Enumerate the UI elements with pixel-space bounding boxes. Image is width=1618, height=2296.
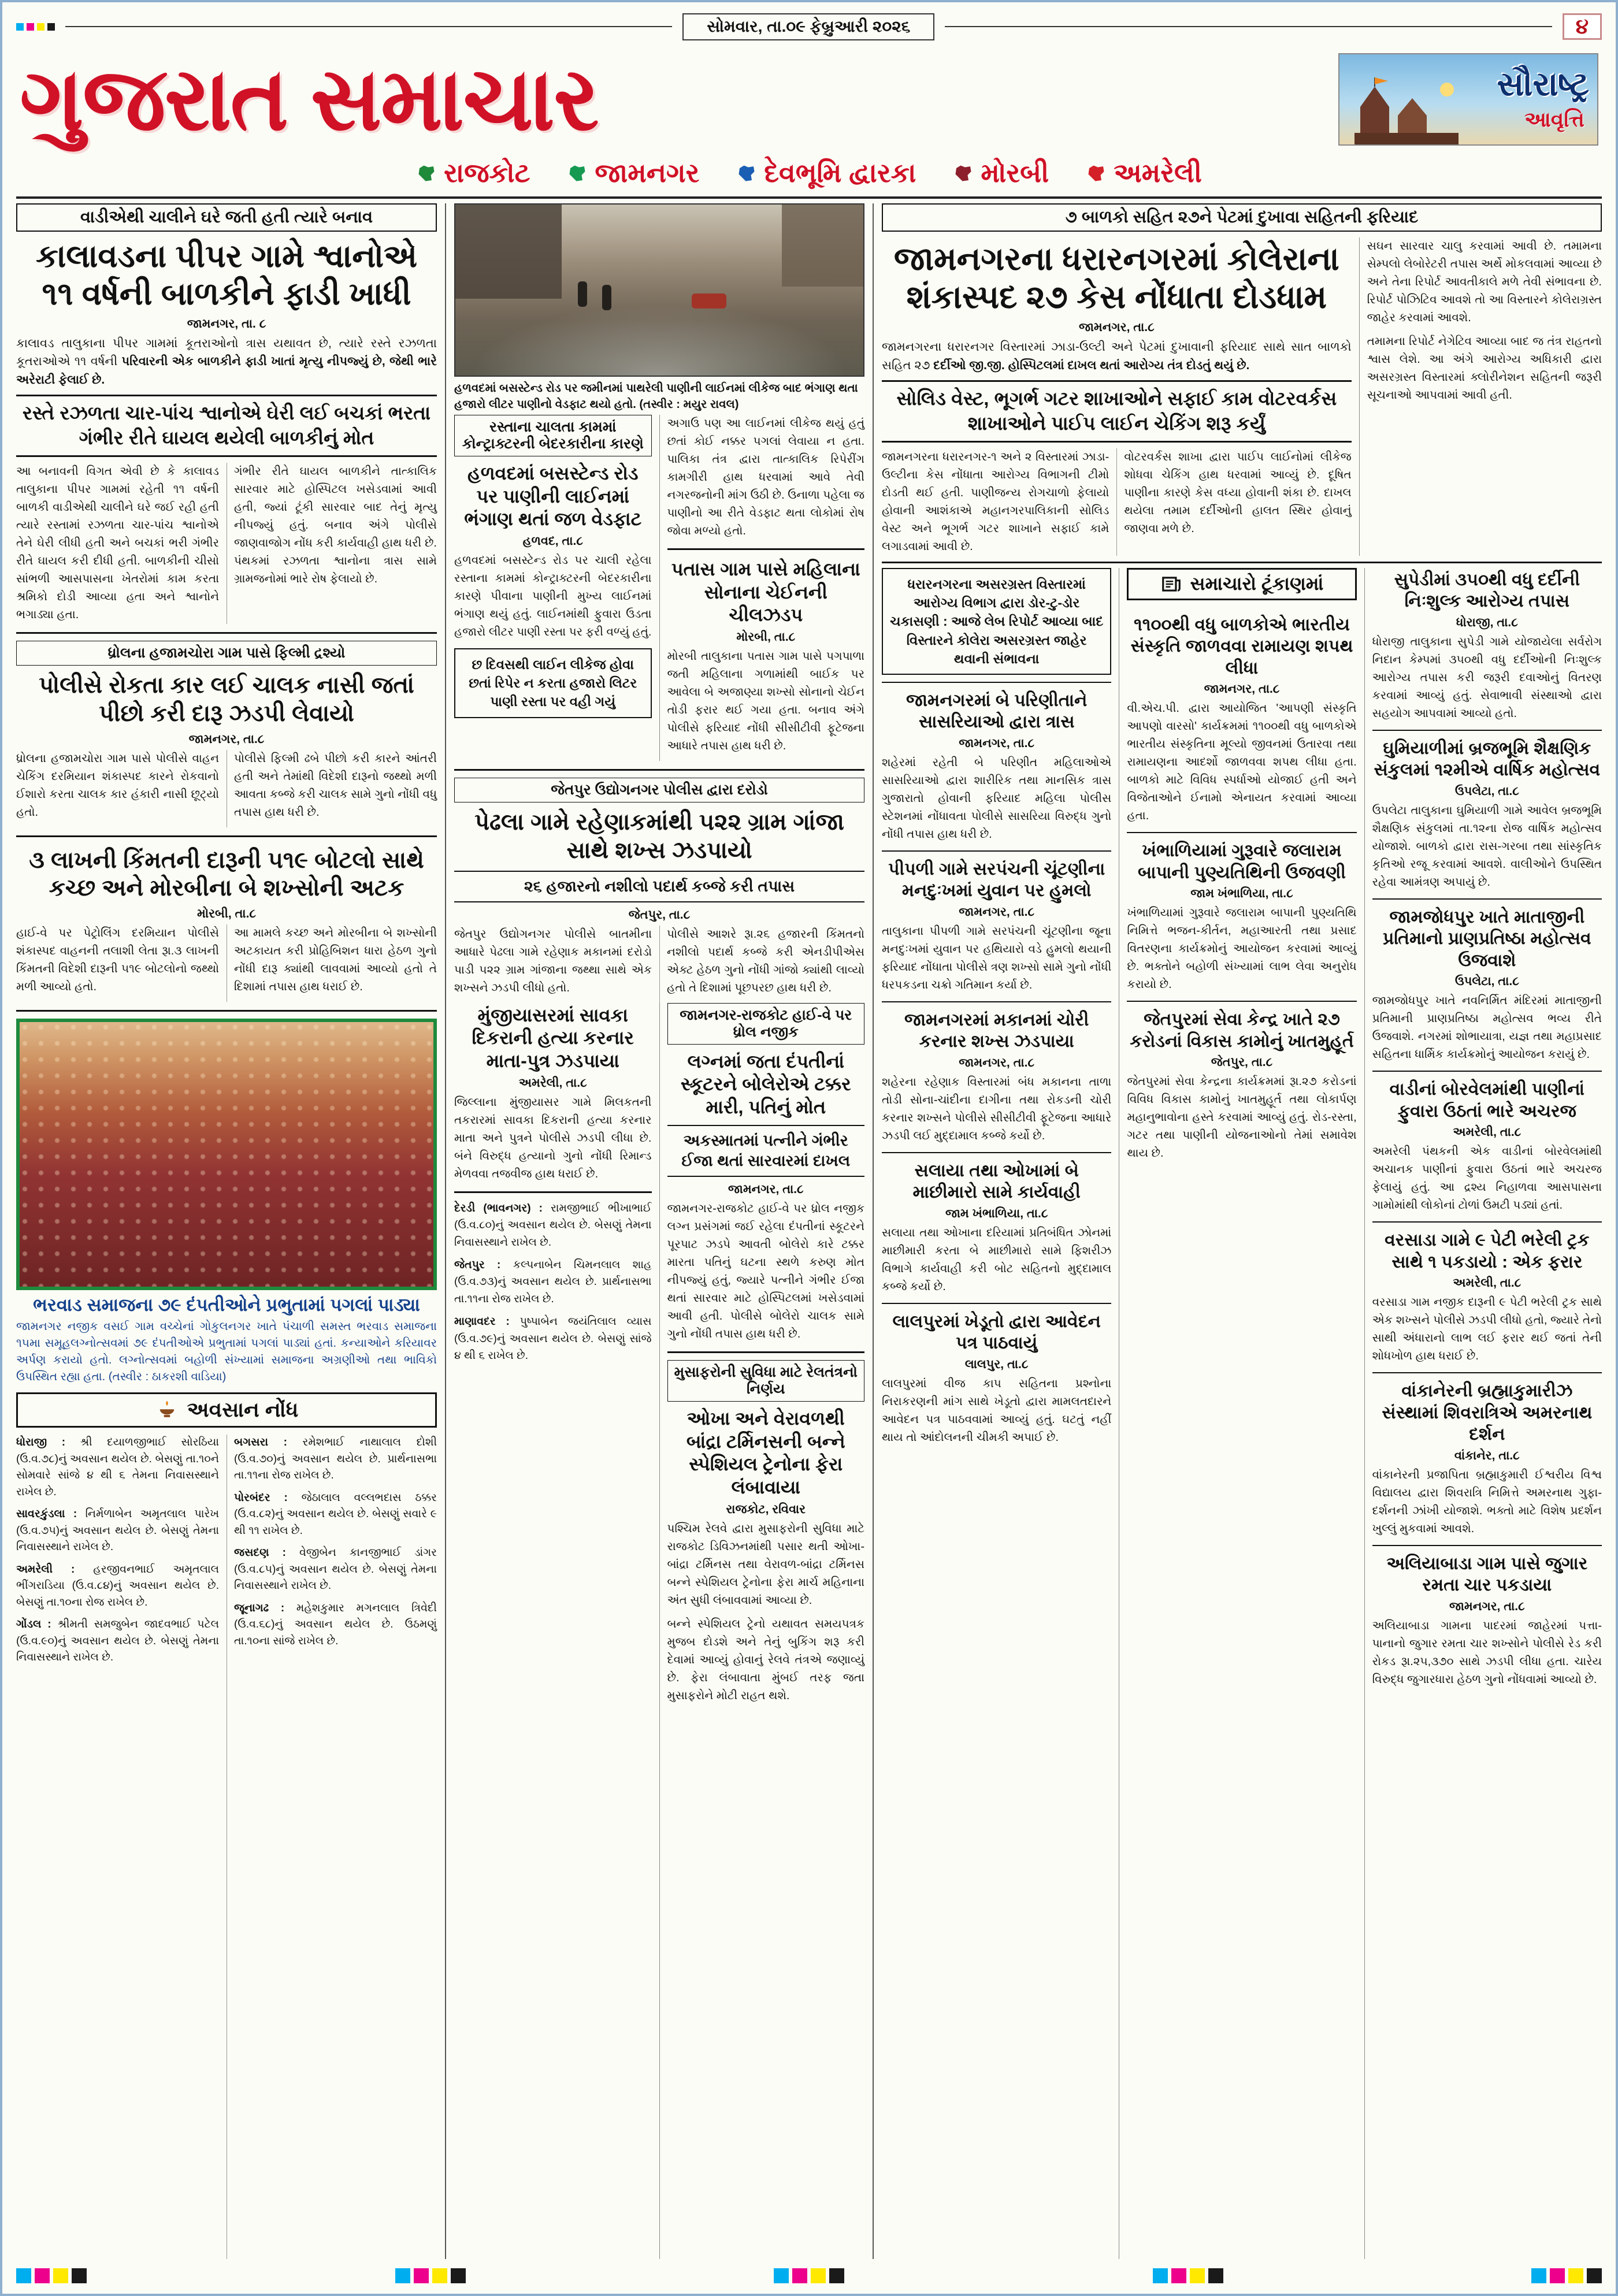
dateline: જામનગર, તા.૮ xyxy=(188,732,265,746)
ganja-headline: પેઢલા ગામે રહેણાકમાંથી ૫૨૨ ગ્રામ ગાંજા સાથે શખ્સ ઝડપાયો xyxy=(474,809,844,863)
divider xyxy=(945,26,1552,27)
article-halvad-pipeline xyxy=(454,415,652,718)
obituary-entry: દેરડી (ભાવનગર) : રામજીભાઈ ભીખાભાઈ (ઉ.વ.૮૦)નું અવસાન થયેલ છે. બેસણું તેમના નિવાસસ્થાને રાખેલ છે. xyxy=(454,1202,652,1249)
city-jamnagar: જામનગર xyxy=(567,157,699,190)
dateline: અમરેલી, તા.૮ xyxy=(518,1076,587,1090)
kicker: મુસાફરોની સુવિધા માટે રેલતંત્રનો નિર્ણય xyxy=(667,1360,865,1402)
news-briefs-header xyxy=(1127,568,1356,600)
obituary-entry: જસદણ : વેજીબેન કાનજીભાઈ ડાંગર (ઉ.વ.૮૫)નું અવસાન થયેલ છે. બેસણું તેમના નિવાસસ્થાને રાખેલ છે. xyxy=(234,1547,437,1592)
kicker: જામનગર-રાજકોટ હાઈ-વે પર ધ્રોલ નજીક xyxy=(667,1003,865,1045)
wedding-caption: જામનગર નજીક વસઈ ગામ વચ્ચેનાં ગોકુલનગર ખાતે પંચાળી સમસ્ત ભરવાડ સમાજના ૧૫મા સમૂહલગ્નોત્સવમાં ૭૯ દંપતીઓએ પ્રભુતામાં પગલાં પાડ્યાં હતાં. કન્યાઓને કરિયાવર અર્પણ કરાયો હતો. લગ્નોત્સવમાં બહોળી સંખ્યામાં સમાજના અગ્રણીઓ તથા ભાવિકો ઉપસ્થિત રહ્યા હતા. (તસ્વીર : ઠાકરશી વાડિયા) xyxy=(16,1320,437,1384)
content-grid xyxy=(16,203,1602,2259)
map-icon xyxy=(567,163,588,184)
middle-column-section xyxy=(445,203,874,2259)
kicker: ૭ બાળકો સહિત ૨૭ને પેટમાં દુખાવા સહિતની ફરિયાદ xyxy=(882,203,1602,232)
page-number: ૪ xyxy=(1563,13,1602,40)
body-text: હાઈ-વે પર પેટ્રોલિંગ દરમિયાન પોલીસે શંકાસ્પદ વાહનની તલાશી લેતા રૂા.૩ લાખની કિંમતની વિદેશી દારૂની ૫૧૯ બોટલોનો જથ્થો મળી આવ્યો હતો. આ મામલે કચ્છ અને મોરબીના બે શખ્સોની અટકાયત કરી પ્રોહિબિશન ધારા હેઠળ ગુનો નોંધી દારૂ ક્યાંથી લાવવામાં આવ્યો હતો તે દિશામાં તપાસ હાથ ધરાઈ છે. xyxy=(16,927,437,994)
left-column-section xyxy=(16,203,445,2259)
temple-icon xyxy=(1343,75,1464,144)
chain-snatch-headline: પતાસ ગામ પાસે મહિલાના સોનાના ચેઈનની ચીલઝડપ xyxy=(671,559,860,626)
railway-headline: ઓખા અને વેરાવળથી બાંદ્રા ટર્મિનસની બન્ને સ્પેશિયલ ટ્રેનોના ફેરા લંબાવાયા xyxy=(686,1407,845,1498)
dateline: રાજકોટ, રવિવાર xyxy=(726,1502,806,1516)
body-text: ધ્રોલના હજામચોરા ગામ પાસે પોલીસે વાહન ચેકિંગ દરમિયાન શંકાસ્પદ કારને રોકવાનો ઈશારો કરતા ચાલક કાર હંકારી નાસી છૂટ્યો હતો. પોલીસે ફિલ્મી ઢબે પીછો કરી કારને આંતરી હતી અને તેમાંથી વિદેશી દારૂનો જથ્થો મળી આવતા કબ્જે કરી ચાલક સામે ગુનો નોંધી વધુ તપાસ હાથ ધરી છે. xyxy=(16,752,437,819)
article-scooter-accident xyxy=(667,1003,865,1343)
obituary-continued xyxy=(454,1191,652,1365)
divider xyxy=(65,26,672,27)
cholera-highlight: ધરારનગરના અસરગ્રસ્ત વિસ્તારમાં આરોગ્ય વિભાગ દ્વારા ડોર-ટુ-ડોર ચકાસણી : આજે લેબ રિપોર્ટ આવ્યા બાદ વિસ્તારને કોલેરા અસરગ્રસ્ત જાહેર થવાની સંભાવના xyxy=(882,568,1111,675)
map-icon xyxy=(1086,163,1107,184)
obituary-header xyxy=(16,1392,437,1428)
briefs-col-2 xyxy=(1119,568,1356,2259)
halvad-headline: હળવદમાં બસસ્ટેન્ડ રોડ પર પાણીની લાઈનમાં ભંગાણ થતાં જળ વેડફાટ xyxy=(464,463,642,530)
photo-detail xyxy=(578,281,587,307)
cmyk-group xyxy=(395,2268,466,2283)
cholera-side-text: સઘન સારવાર ચાલુ કરવામાં આવી છે. તમામના સેમ્પલો લેબોરેટરી તપાસ અર્થે મોકલવામાં આવ્યા છે અને તેના રિપોર્ટ આવતીકાલે મળે તેવી સંભાવના છે. રિપોર્ટ પોઝિટિવ આવશે તો આ વિસ્તારને કોલેરાગ્રસ્ત જાહેર કરવામાં આવશે. તમામના રિપોર્ટ નેગેટિવ આવ્યા બાદ જ તંત્ર રાહતનો શ્વાસ લેશે. આ અંગે આરોગ્ય અધિકારી દ્વારા અસરગ્રસ્ત વિસ્તારમાં ક્લોરીનેશન સહિતની જરૂરી સૂચનાઓ આપવામાં આવી હતી. xyxy=(1359,237,1602,556)
brief-story: લાલપુરમાં ખેડૂતો દ્વારા આવેદન પત્ર પાઠવાયું લાલપુર, તા.૮ લાલપુરમાં વીજ કાપ સહિતના પ્રશ્નોના નિરાકરણની માંગ સાથે ખેડૂતો દ્વારા મામલતદારને આવેદન પત્ર પાઠવવામાં આવ્યું હતું. ઘટતું નહીં થાય તો આંદોલનની ચીમકી અપાઈ છે. xyxy=(882,1303,1111,1447)
registration-dots-top xyxy=(16,23,55,31)
body-text: જામનગર-રાજકોટ હાઈ-વે પર ધ્રોલ નજીક લગ્ન પ્રસંગમાં જઈ રહેલા દંપતીનાં સ્કૂટરને પૂરપાટ ઝડપે આવતી બોલેરો કારે ટક્કર મારતા પતિનું ઘટના સ્થળે કરુણ મોત નીપજ્યું હતું, જ્યારે પત્નીને ગંભીર ઈજા થતાં સારવાર માટે હોસ્પિટલમાં ખસેડવામાં આવી હતી. પોલીસે બોલેરો ચાલક સામે ગુનો નોંધી તપાસ હાથ ધરી છે. xyxy=(667,1202,864,1340)
right-briefs-columns xyxy=(882,568,1602,2259)
flood-street-photo xyxy=(454,203,864,377)
brief-story: સલાયા તથા ઓખામાં બે માછીમારો સામે કાર્યવાહી જામ ખંભાળિયા, તા.૮ સલાયા તથા ઓખાના દરિયામાં પ્રતિબંધિત ઝોનમાં માછીમારી કરતા બે માછીમારો સામે ફિશરીઝ વિભાગે કાર્યવાહી કરી બોટ સહિતનો મુદ્દામાલ કબ્જે કર્યો છે. xyxy=(882,1152,1111,1296)
obituary-entry: જેતપુર : કલ્પનાબેન ચિમનલાલ શાહ (ઉ.વ.૭૩)નું અવસાન થયેલ છે. પ્રાર્થનાસભા તા.૧૧ના રોજ રાખેલ છે. xyxy=(454,1259,652,1305)
body-text: જેતપુર ઉદ્યોગનગર પોલીસે બાતમીના આધારે પેઢલા ગામે રહેણાક મકાનમાં દરોડો પાડી ૫૨૨ ગ્રામ ગાંજાના જથ્થા સાથે એક શખ્સને ઝડપી લીધો હતો. પોલીસે આશરે રૂા.૨૬ હજારની કિંમતનો નશીલો પદાર્થ કબ્જે કરી એનડીપીએસ એક્ટ હેઠળ ગુનો નોંધી ગાંજો ક્યાંથી લાવ્યો હતો તે દિશામાં પૂછપરછ હાથ ધરી છે. xyxy=(454,927,864,994)
brief-story: ખંભાળિયામાં ગુરૂવારે જલારામ બાપાની પુણ્યતિથિની ઉજવણી જામ ખંભાળિયા, તા.૮ ખંભાળિયામાં ગુરૂવારે જલારામ બાપાની પુણ્યતિથિ નિમિત્તે ભજન-કીર્તન, મહાઆરતી તથા પ્રસાદ વિતરણના કાર્યક્રમોનું આયોજન કરવામાં આવ્યું છે. ભક્તોને બહોળી સંખ્યામાં લાભ લેવા અનુરોધ કરાયો છે. xyxy=(1127,832,1356,994)
lead-paragraph: કાલાવડ તાલુકાના પીપર ગામમાં કૂતરાઓનો ત્રાસ યથાવત છે, ત્યારે રસ્તે રઝળતા કૂતરાઓએ ૧૧ વર્ષની પરિવારની એક બાળકીને ફાડી ખાતાં મૃત્યુ નીપજ્યું છે, જેથી ભારે અરેરાટી ફેલાઈ છે. xyxy=(16,336,437,387)
liquor-chase-headline: પોલીસે રોકતા કાર લઈ ચાલક નાસી જતાં પીછો કરી દારૂ ઝડપી લેવાયો xyxy=(39,673,414,726)
edition-name: સૌરાષ્ટ્ર xyxy=(1497,65,1589,103)
brief-story: સુપેડીમાં ૩૫૦થી વધુ દર્દીની નિઃશુલ્ક આરોગ્ય તપાસ ધોરાજી, તા.૮ ધોરાજી તાલુકાના સુપેડી ગામે યોજાયેલા સર્વરોગ નિદાન કેમ્પમાં ૩૫૦થી વધુ દર્દીઓની નિઃશુલ્ક આરોગ્ય તપાસ કરી જરૂરી દવાઓનું વિતરણ કરવામાં આવ્યું હતું. સેવાભાવી સંસ્થાઓ દ્વારા સહયોગ આપવામાં આવ્યો હતો. xyxy=(1372,570,1602,720)
date-line: સોમવાર, તા.૦૯ ફેબ્રુઆરી ૨૦૨૬ xyxy=(682,13,934,40)
article-liquor-chase xyxy=(16,632,437,827)
article-chain-snatching xyxy=(667,548,865,755)
top-strip xyxy=(16,10,1602,43)
article-dog-attack xyxy=(16,203,437,624)
brief-story: વાંકાનેરની બ્રહ્માકુમારીઝ સંસ્થામાં શિવરાત્રિએ અમરનાથ દર્શન વાંકાનેર, તા.૮ વાંકાનેરની પ્રજાપિતા બ્રહ્માકુમારી ઈશ્વરીય વિશ્વ વિદ્યાલય દ્વારા શિવરાત્રિ નિમિત્તે અમરનાથ ગુફા-દર્શનની ઝાંખી યોજાશે. ભક્તો માટે વિશેષ પ્રદર્શન ખુલ્લું મુકવામાં આવશે. xyxy=(1372,1372,1602,1538)
obituary-entry: ધોરાજી : શ્રી દયાળજીભાઈ સોરઠિયા (ઉ.વ.૭૮)નું અવસાન થયેલ છે. બેસણું તા.૧૦ને સોમવારે સાંજે ૪ થી ૬ તેમના નિવાસસ્થાને રાખેલ છે. xyxy=(16,1436,219,1498)
photo-detail xyxy=(782,205,863,287)
city-dwarka: દેવભૂમિ દ્વારકા xyxy=(736,157,916,190)
body-text: હળવદમાં બસસ્ટેન્ડ રોડ પર ચાલી રહેલા રસ્તાના કામમાં કોન્ટ્રાક્ટરની બેદરકારીના કારણે પીવાના પાણીની મુખ્ય લાઈનમાં ભંગાણ થયું હતું. લાઈનમાંથી ફુવારા ઉડતા હજારો લીટર પાણી રસ્તા પર ફરી વળ્યું હતું. xyxy=(454,554,652,639)
subhead: રસ્તે રઝળતા ચાર-પાંચ શ્વાનોએ ઘેરી લઈ બચકાં ભરતા ગંભીર રીતે ઘાયલ થયેલી બાળકીનું મોત xyxy=(16,395,437,457)
mid-col-b2 xyxy=(659,1003,865,2259)
map-icon xyxy=(736,163,757,184)
map-icon xyxy=(416,163,437,184)
masthead-row xyxy=(16,43,1602,153)
stepson-headline: મુંજીયાસરમાં સાવકા દિકરાની હત્યા કરનાર માતા-પુત્ર ઝડપાયા xyxy=(472,1004,634,1072)
mid-col-a xyxy=(454,415,652,761)
bottles-headline: ૩ લાખની કિંમતની દારૂની ૫૧૯ બોટલો સાથે કચ્છ અને મોરબીના બે શખ્સોની અટક xyxy=(29,847,424,901)
obituary-entries xyxy=(16,1435,437,2259)
brief-story: ઘુમિયાળીમાં બ્રજભૂમિ શૈક્ષણિક સંકુલમાં ૧૨મીએ વાર્ષિક મહોત્સવ ઉપલેટા, તા.૮ ઉપલેટા તાલુકાના ઘુમિયાળી ગામે આવેલ બ્રજભૂમિ શૈક્ષણિક સંકુલમાં તા.૧૨ના રોજ વાર્ષિક મહોત્સવ યોજાશે. બાળકો દ્વારા રાસ-ગરબા તથા સાંસ્કૃતિક કૃતિઓ રજૂ કરવામાં આવશે. વાલીઓને ઉપસ્થિત રહેવા આમંત્રણ અપાયું છે. xyxy=(1372,730,1602,891)
cmyk-group xyxy=(1531,2268,1602,2283)
obituary-entry: માણાવદર : પુષ્પાબેન જયંતિલાલ વ્યાસ (ઉ.વ.૭૯)નું અવસાન થયેલ છે. બેસણું સાંજે ૪ થી ૬ રાખેલ છે. xyxy=(454,1316,652,1362)
dateline: જામનગર, તા.૮ xyxy=(1078,321,1155,335)
obituary-entry: ગોંડલ : શ્રીમતી સમજુબેન જાદવભાઈ પટેલ (ઉ.વ.૯૦)નું અવસાન થયેલ છે. બેસણું તેમના નિવાસસ્થાને રાખેલ છે. xyxy=(16,1618,220,1664)
article-railway-trains xyxy=(667,1351,865,1705)
obituary-title: અવસાન નોંધ xyxy=(187,1398,299,1422)
brief-story: જામનગરમાં બે પરિણીતાને સાસરિયાઓ દ્વારા ત્રાસ જામનગર, તા.૮ શહેરમાં રહેતી બે પરિણીત મહિલાઓએ સાસરિયાઓ દ્વારા શારીરિક તથા માનસિક ત્રાસ ગુજારાતો હોવાની ફરિયાદ મહિલા પોલીસ સ્ટેશનમાં નોંધાવતા પોલીસે સાસરિયા વિરુદ્ધ ગુનો નોંધી તપાસ હાથ ધરી છે. xyxy=(882,682,1111,844)
wedding-caption-title: ભરવાડ સમાજના ૭૯ દંપતીઓને પ્રભુતામાં પગલાં પાડ્યા xyxy=(33,1295,420,1316)
news-scroll-icon xyxy=(1160,573,1182,595)
edition-badge xyxy=(1338,53,1598,146)
obituary-entry: જૂનાગઢ : મહેશકુમાર મગનલાલ ત્રિવેદી (ઉ.વ.૬૮)નું અવસાન થયેલ છે. ઉઠમણું તા.૧૦ના સાંજે રાખેલ છે. xyxy=(234,1602,437,1647)
dateline: જામનગર, તા.૮ xyxy=(728,1182,804,1196)
kicker: ધ્રોલના હજામચોરા ગામ પાસે ફિલ્મી દ્રશ્યો xyxy=(16,641,437,666)
photo-detail xyxy=(455,205,562,299)
diya-lamp-icon xyxy=(155,1398,179,1422)
dateline: મોરબી, તા.૮ xyxy=(736,630,796,644)
article-519-bottles xyxy=(16,835,437,1002)
brief-story: જામજોધપુર ખાતે માતાજીની પ્રતિમાનો પ્રાણપ્રતિષ્ઠા મહોત્સવ ઉજવાશે ઉપલેટા, તા.૮ જામજોધપુર ખાતે નવનિર્મિત મંદિરમાં માતાજીની પ્રતિમાની પ્રાણપ્રતિષ્ઠા મહોત્સવ ભવ્ય રીતે ઉજવાશે. નગરમાં શોભાયાત્રા, યજ્ઞ તથા મહાપ્રસાદ સહિતના ધાર્મિક કાર્યક્રમોનું આયોજન કરાયું છે. xyxy=(1372,898,1602,1064)
subhead: અકસ્માતમાં પત્નીને ગંભીર ઈજા થતાં સારવારમાં દાખલ xyxy=(667,1125,865,1177)
cmyk-group xyxy=(1153,2268,1223,2283)
lead-paragraph: જામનગરના ધરારનગર વિસ્તારમાં ઝાડા-ઉલ્ટી અને પેટમાં દુખાવાની ફરિયાદ સાથે સાત બાળકો સહિત ૨૭ દર્દીઓ જી.જી. હોસ્પિટલમાં દાખલ થતાં આરોગ્ય તંત્ર દોડતું થયું છે. xyxy=(882,340,1352,372)
mid-col-b xyxy=(659,415,865,761)
briefs-col-1 xyxy=(882,568,1111,2259)
mid-row-top xyxy=(454,415,864,761)
cmyk-group xyxy=(16,2268,87,2283)
obituary-entry: બગસરા : રમેશભાઈ નાથાલાલ દોશી (ઉ.વ.૭૦)નું અવસાન થયેલ છે. પ્રાર્થનાસભા તા.૧૧ના રોજ રાખેલ છે. xyxy=(234,1436,437,1482)
brief-story: જેતપુરમાં સેવા કેન્દ્ર ખાતે ૨૭ કરોડનાં વિકાસ કામોનું ખાતમુહૂર્ત જેતપુર, તા.૮ જેતપુરમાં સેવા કેન્દ્રના કાર્યક્રમમાં રૂા.૨૭ કરોડનાં વિવિધ વિકાસ કામોનું ખાતમુહૂર્ત તથા લોકાર્પણ મહાનુભાવોના હસ્તે કરવામાં આવ્યું હતું. રોડ-રસ્તા, ગટર તથા પાણીની યોજનાઓનો તેમાં સમાવેશ થાય છે. xyxy=(1127,1001,1356,1162)
photo-detail xyxy=(692,293,726,309)
dateline: જામનગર, તા. ૮ xyxy=(187,317,266,330)
mid-col-a2 xyxy=(454,1003,652,2259)
kicker: વાડીએથી ચાલીને ઘરે જતી હતી ત્યારે બનાવ xyxy=(16,203,437,232)
briefs-col-3 xyxy=(1364,568,1602,2259)
cholera-story-top xyxy=(882,237,1602,563)
city-morbi: મોરબી xyxy=(953,157,1049,190)
article-ganja-raid xyxy=(454,769,864,1003)
cities-bar xyxy=(16,153,1602,199)
article-stepson-murder xyxy=(454,1004,652,1183)
wedding-photo-story xyxy=(16,1010,437,1385)
map-icon xyxy=(953,163,974,184)
edition-label: આવૃત્તિ xyxy=(1524,107,1584,131)
brief-story: અલિયાબાડા ગામ પાસે જુગાર રમતા ચાર પકડાયા જામનગર, તા.૮ અલિયાબાડા ગામના પાદરમાં જાહેરમાં પત્તા-પાનાનો જુગાર રમતા ચાર શખ્સોને પોલીસે રેડ કરી રોકડ રૂા.૨૫,૩૭૦ સાથે ઝડપી લીધા હતા. ચારેય વિરુદ્ધ જુગારધારા હેઠળ ગુનો નોંધવામાં આવ્યો છે. xyxy=(1372,1545,1602,1689)
dateline: હળવદ, તા.૮ xyxy=(522,534,583,548)
dog-attack-headline: કાલાવડના પીપર ગામે શ્વાનોએ ૧૧ વર્ષની બાળકીને ફાડી ખાધી xyxy=(36,238,417,311)
cmyk-registration-marks xyxy=(16,2262,1602,2289)
flood-photo-caption: હળવદમાં બસસ્ટેન્ડ રોડ પર જમીનમાં પાથરેલી પાણીની લાઈનમાં લીકેજ બાદ ભંગાણ થતા હજારો લીટર પાણીનો વેડફાટ થયો હતો. (તસ્વીર : મયુર રાવલ) xyxy=(454,382,858,411)
body-text: મોરબી તાલુકાના પતાસ ગામ પાસે પગપાળા જતી મહિલાના ગળામાંથી બાઈક પર આવેલા બે અજાણ્યા શખ્સો સોનાનો ચેઈન તોડી ફરાર થઈ ગયા હતા. બનાવ અંગે પોલીસે ફરિયાદ નોંધી સીસીટીવી ફૂટેજના આધારે તપાસ હાથ ધરી છે. xyxy=(667,650,864,753)
body-text: પશ્ચિમ રેલવે દ્વારા મુસાફરોની સુવિધા માટે રાજકોટ ડિવિઝનમાંથી પસાર થતી ઓખા-બાંદ્રા ટર્મિનસ તથા વેરાવળ-બાંદ્રા ટર્મિનસ બન્ને સ્પેશિયલ ટ્રેનોના ફેરા માર્ચ મહિનાના અંત સુધી લંબાવવામાં આવ્યા છે. બન્ને સ્પેશિયલ ટ્રેનો યથાવત સમયપત્રક મુજબ દોડશે અને તેનું બુકિંગ શરૂ કરી દેવામાં આવ્યું હોવાનું રેલવે તંત્રએ જણાવ્યું છે. ફેરા લંબાવાતા મુંબઈ તરફ જતા મુસાફરોને મોટી રાહત થશે. xyxy=(667,1522,864,1702)
obituary-entry: સાવરકુંડલા : નિર્મળાબેન અમૃતલાલ પારેખ (ઉ.વ.૭૫)નું અવસાન થયેલ છે. બેસણું તેમના નિવાસસ્થાને રાખેલ છે. xyxy=(16,1508,219,1554)
newspaper-masthead: ગુજરાત સમાચાર xyxy=(20,50,598,148)
city-amreli: અમરેલી xyxy=(1086,157,1202,190)
brief-story: પીપળી ગામે સરપંચની ચૂંટણીના મનદુઃખમાં યુવાન પર હુમલો જામનગર, તા.૮ તાલુકાના પીપળી ગામે સરપંચની ચૂંટણીના જૂના મનદુઃખમાં યુવાન પર હથિયારો વડે હુમલો થયાની ફરિયાદ નોંધાતા પોલીસે ત્રણ શખ્સો સામે ગુનો નોંધી ધરપકડના ચક્રો ગતિમાન કર્યા છે. xyxy=(882,850,1111,994)
body-text: જિલ્લાના મુંજીયાસર ગામે મિલકતની તકરારમાં સાવકા દિકરાની હત્યા કરનાર માતા અને પુત્રને પોલીસે ઝડપી લીધા છે. બંને વિરુદ્ધ હત્યાનો ગુનો નોંધી રિમાન્ડ મેળવવા તજવીજ હાથ ધરાઈ છે. xyxy=(454,1095,652,1180)
dateline: મોરબી, તા.૮ xyxy=(197,907,256,921)
brief-story: જામનગરમાં મકાનમાં ચોરી કરનાર શખ્સ ઝડપાયા જામનગર, તા.૮ શહેરના રહેણાક વિસ્તારમાં બંધ મકાનના તાળા તોડી સોના-ચાંદીના દાગીના તથા રોકડની ચોરી કરનાર શખ્સને પોલીસે સીસીટીવી ફૂટેજના આધારે ઝડપી લઈ મુદ્દામાલ કબ્જે કર્યો છે. xyxy=(882,1001,1111,1145)
brief-story: વરસાડા ગામે ૯ પેટી ભરેલી ટ્રક સાથે ૧ પકડાયો : એક ફરાર અમરેલી, તા.૮ વરસાડા ગામ નજીક દારૂની ૯ પેટી ભરેલી ટ્રક સાથે એક શખ્સને પોલીસે ઝડપી લીધો હતો, જ્યારે તેનો સાથી અંધારાનો લાભ લઈ ફરાર થઈ જતાં તેની શોધખોળ હાથ ધરાઈ છે. xyxy=(1372,1221,1602,1365)
wedding-photo xyxy=(16,1019,437,1290)
brief-story: ૧૧૦૦થી વધુ બાળકોએ ભારતીય સંસ્કૃતિ જાળવવા રામાયણ શપથ લીધા જામનગર, તા.૮ વી.એચ.પી. દ્વારા આયોજિત 'આપણી સંસ્કૃતિ આપણો વારસો' કાર્યક્રમમાં ૧૧૦૦થી વધુ બાળકોએ ભારતીય સંસ્કૃતિના મૂલ્યો જીવનમાં ઉતારવા તથા રામાયણના આદર્શો જાળવવા શપથ લીધા હતા. બાળકો માટે વિવિધ સ્પર્ધાઓ યોજાઈ હતી અને વિજેતાઓને ઈનામો એનાયત કરવામાં આવ્યા હતા. xyxy=(1127,615,1357,823)
mid-row-bottom xyxy=(454,1003,864,2259)
cholera-headline: જામનગરના ધરારનગરમાં કોલેરાના શંકાસ્પદ ૨૭ કેસ નોંધાતા દોડધામ xyxy=(893,240,1339,315)
obituary-entry: પોરબંદર : જેઠાલાલ વલ્લભદાસ ઠક્કર (ઉ.વ.૮૨)નું અવસાન થયેલ છે. બેસણું સવારે ૯ થી ૧૧ રાખેલ છે. xyxy=(234,1491,437,1537)
body-text: અગાઉ પણ આ લાઈનમાં લીકેજ થયું હતું છતાં કોઈ નક્કર પગલાં લેવાયા ન હતા. પાલિકા તંત્ર દ્વારા તાત્કાલિક રિપેરીંગ કામગીરી હાથ ધરવામાં આવે તેવી નગરજનોની માંગ ઉઠી છે. ઉનાળા પહેલા જ પાણીનો આ રીતે વેડફાટ થતા લોકોમાં રોષ જોવા મળ્યો હતો. xyxy=(667,417,864,537)
halvad-highlight: છ દિવસથી લાઈન લીકેજ હોવા છતાં રિપેર ન કરતા હજારો લિટર પાણી રસ્તા પર વહી ગયું xyxy=(454,648,652,718)
news-briefs-title: સમાચારો ટૂંકાણમાં xyxy=(1190,573,1324,594)
right-column-section xyxy=(874,203,1602,2259)
kicker: રસ્તાના ચાલતા કામમાં કોન્ટ્રાક્ટરની બેદરકારીના કારણે xyxy=(454,415,652,456)
brief-story: વાડીનાં બોરવેલમાંથી પાણીનાં ફુવારા ઉઠતાં ભારે અચરજ અમરેલી, તા.૮ અમરેલી પંથકની એક વાડીનાં બોરવેલમાંથી અચાનક પાણીનાં ફુવારા ઉઠતાં ભારે અચરજ ફેલાયું હતું. આ દ્રશ્ય નિહાળવા આસપાસના ગામોમાંથી લોકોનાં ટોળાં ઉમટી પડ્યાં હતાં. xyxy=(1372,1071,1602,1214)
obituary-entry: અમરેલી : હરજીવનભાઈ અમૃતલાલ ભીંગરાડિયા (ઉ.વ.૮૪)નું અવસાન થયેલ છે. બેસણું તા.૧૦ના રોજ રાખેલ છે. xyxy=(16,1563,219,1608)
body-text: આ બનાવની વિગત એવી છે કે કાલાવડ તાલુકાના પીપર ગામમાં રહેતી ૧૧ વર્ષની બાળકી વાડીએથી ચાલીને ઘરે જઈ રહી હતી ત્યારે રસ્તામાં રઝળતા ચાર-પાંચ શ્વાનોએ તેને ઘેરી લીધી હતી અને બચકાં ભરી ગંભીર રીતે ઘાયલ કરી દીધી હતી. બાળકીની ચીસો સાંભળી આસપાસના ખેતરોમાં કામ કરતા શ્રમિકો દોડી આવ્યા હતા અને શ્વાનોને ભગાડ્યા હતા. ગંભીર રીતે ઘાયલ બાળકીને તાત્કાલિક સારવાર માટે હોસ્પિટલ ખસેડવામાં આવી હતી, જ્યાં ટૂંકી સારવાર બાદ તેનું મૃત્યુ નીપજ્યું હતું. બનાવ અંગે પોલીસે જાણવાજોગ નોંધ કરી કાર્યવાહી હાથ ધરી છે. પંથકમાં રઝળતા શ્વાનોના ત્રાસ સામે ગ્રામજનોમાં ભારે રોષ ફેલાયો છે. xyxy=(16,465,437,622)
article-cholera xyxy=(882,237,1352,556)
city-rajkot: રાજકોટ xyxy=(416,157,530,190)
body-text: જામનગરના ધરારનગર-૧ અને ૨ વિસ્તારમાં ઝાડા-ઉલ્ટીના કેસ નોંધાતા આરોગ્ય વિભાગની ટીમો દોડતી થઈ હતી. પાણીજન્ય રોગચાળો ફેલાયો હોવાની આશંકાએ મહાનગરપાલિકાની સોલિડ વેસ્ટ અને ભૂગર્ભ ગટર શાખાને સફાઈ કામે લગાડવામાં આવી છે. વોટરવર્કસ શાખા દ્વારા પાઈપ લાઈનોમાં લીકેજ શોધવા ચેકિંગ હાથ ધરવામાં આવ્યું છે. દૂષિત પાણીના કારણે કેસ વધ્યા હોવાની શંકા છે. દાખલ થયેલા તમામ દર્દીઓની હાલત સ્થિર હોવાનું જાણવા મળે છે. xyxy=(882,450,1352,553)
kicker: જેતપુર ઉદ્યોગનગર પોલીસ દ્વારા દરોડો xyxy=(454,778,864,803)
subhead: ૨૬ હજારનો નશીલો પદાર્થ કબ્જે કરી તપાસ xyxy=(454,871,864,902)
cmyk-group xyxy=(774,2268,844,2283)
dateline: જેતપુર, તા.૮ xyxy=(628,908,691,922)
photo-detail xyxy=(602,285,611,310)
scooter-headline: લગ્નમાં જતા દંપતીનાં સ્કૂટરને બોલેરોએ ટક્કર મારી, પતિનું મોત xyxy=(680,1050,851,1118)
subhead: સોલિડ વેસ્ટ, ભૂગર્ભ ગટર શાખાઓને સફાઈ કામ વોટરવર્કસ શાખાઓને પાઈપ લાઈન ચેકિંગ શરૂ કર્યું xyxy=(882,380,1352,443)
